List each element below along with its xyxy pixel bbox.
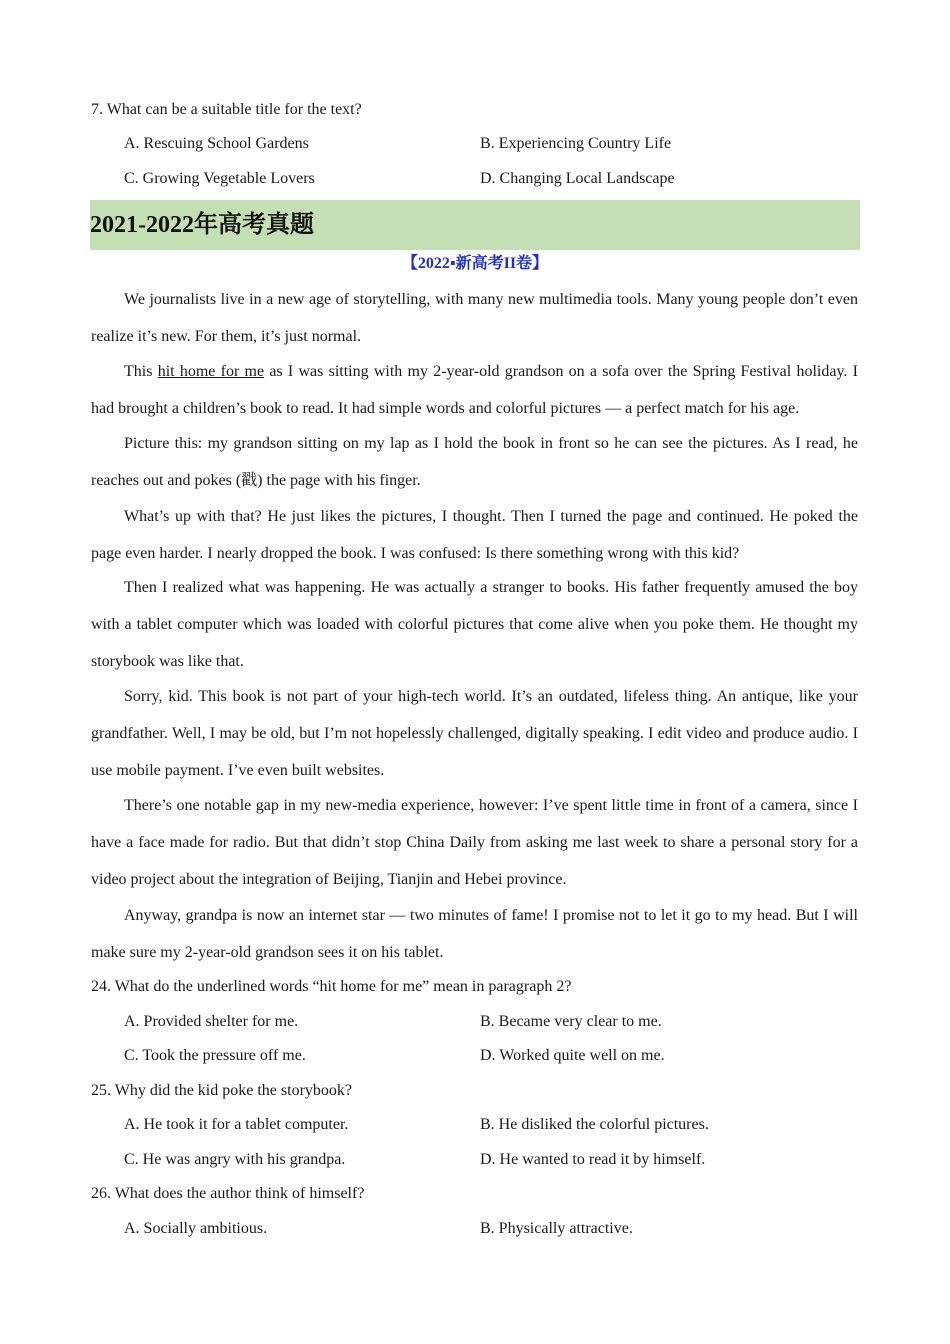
- question-stem: 26. What does the author think of himself?: [91, 1185, 365, 1202]
- section-title: 2021-2022年高考真题: [90, 212, 314, 238]
- option-b: B. Became very clear to me.: [480, 1013, 662, 1030]
- option-d: D. Changing Local Landscape: [480, 170, 675, 187]
- option-b: B. Experiencing Country Life: [480, 135, 672, 152]
- passage-paragraph-7: There’s one notable gap in my new-media experience, however: I’ve spent little time in front of a camera, since I have a face made for radio. But that didn’t stop China Daily from asking me last week to share a personal story for a video project about the integration of Beijing, Tianjin and Hebei province.: [91, 797, 858, 888]
- passage-paragraph-4: What’s up with that? He just likes the pictures, I thought. Then I turned the page and continued. He poked the page even harder. I nearly dropped the book. I was confused: Is there something wrong with this kid?: [91, 508, 858, 562]
- option-c: C. He was angry with his grandpa.: [124, 1151, 346, 1168]
- option-a: A. Provided shelter for me.: [124, 1013, 299, 1030]
- option-d: D. Worked quite well on me.: [480, 1047, 665, 1064]
- option-b: B. Physically attractive.: [480, 1220, 633, 1237]
- passage-paragraph-3: Picture this: my grandson sitting on my lap as I hold the book in front so he can see the pictures. As I read, he reaches out and pokes (戳) the page with his finger.: [91, 435, 858, 489]
- question-stem: 24. What do the underlined words “hit home for me” mean in paragraph 2?: [91, 978, 572, 995]
- option-b: B. He disliked the colorful pictures.: [480, 1116, 709, 1133]
- option-a: A. Socially ambitious.: [124, 1220, 268, 1237]
- option-a: A. Rescuing School Gardens: [124, 135, 309, 152]
- option-c: C. Took the pressure off me.: [124, 1047, 306, 1064]
- question-stem: 7. What can be a suitable title for the text?: [91, 101, 362, 118]
- underlined-phrase: hit home for me: [157, 363, 265, 380]
- passage-paragraph-1: We journalists live in a new age of storytelling, with many new multimedia tools. Many young people don’t even realize it’s new. For them, it’s just normal.: [91, 291, 858, 345]
- question-stem: 25. Why did the kid poke the storybook?: [91, 1082, 352, 1099]
- exam-source: 【2022▪新高考II卷】: [401, 255, 549, 272]
- paragraph-text: This: [124, 363, 158, 380]
- passage-paragraph-8: Anyway, grandpa is now an internet star — two minutes of fame! I promise not to let it go to my head. But I will make sure my 2-year-old grandson sees it on his tablet.: [91, 907, 858, 961]
- passage-paragraph-6: Sorry, kid. This book is not part of your high-tech world. It’s an outdated, lifeless thing. An antique, like your grandfather. Well, I may be old, but I’m not hopelessly challenged, digitally speaking. I edit video and produce audio. I use mobile payment. I’ve even built websites.: [91, 688, 858, 779]
- paragraph-text: as I was sitting with my 2-year-old grandson on a sofa over the Spring Festival holiday. I had brought a children’s book to read. It had simple words and colorful pictures — a perfect match for his age.: [91, 363, 858, 417]
- option-d: D. He wanted to read it by himself.: [480, 1151, 706, 1168]
- passage-paragraph-5: Then I realized what was happening. He was actually a stranger to books. His father frequently amused the boy with a tablet computer which was loaded with colorful pictures that come alive when you poke them. He thought my storybook was like that.: [91, 579, 858, 670]
- passage-paragraph-2: [91, 353, 858, 427]
- option-c: C. Growing Vegetable Lovers: [124, 170, 315, 187]
- section-header: [90, 200, 860, 250]
- option-a: A. He took it for a tablet computer.: [124, 1116, 349, 1133]
